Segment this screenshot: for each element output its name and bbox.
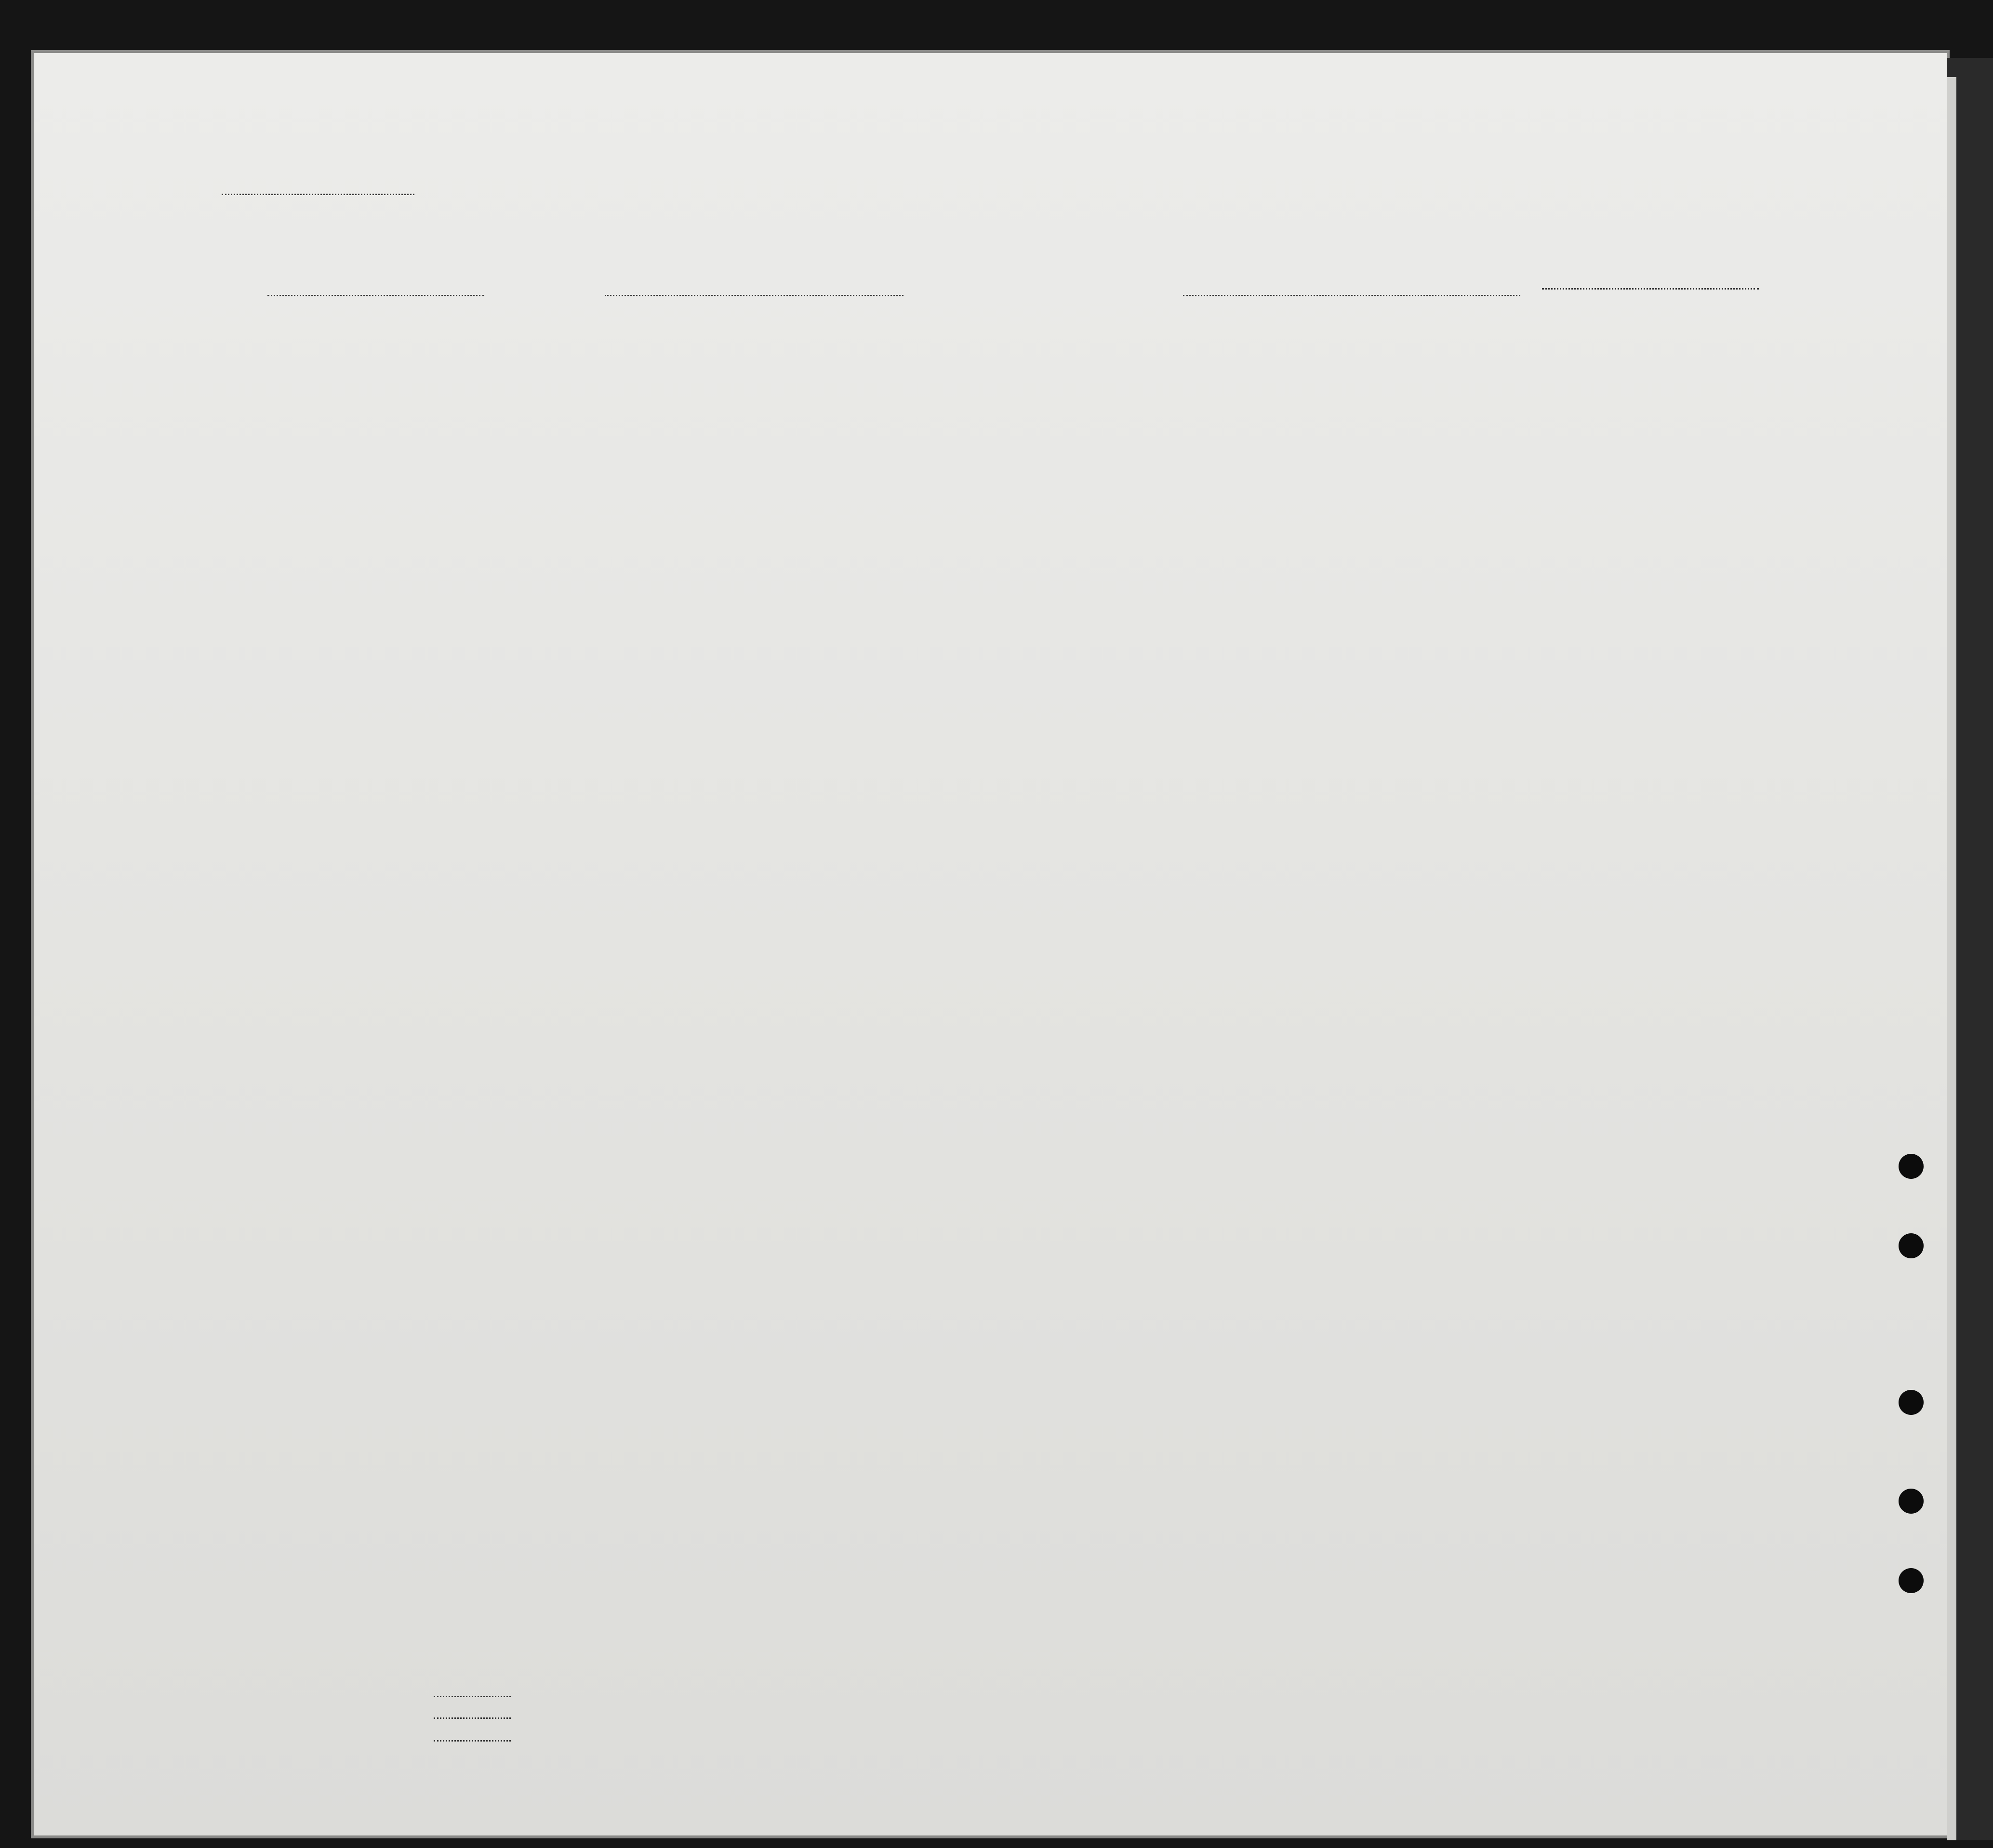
- binder-hole: [1899, 1154, 1924, 1179]
- binder-hole: [1899, 1568, 1924, 1593]
- binder-hole: [1899, 1489, 1924, 1514]
- aliens-underline: [434, 1740, 511, 1742]
- binder-hole: [1899, 1390, 1924, 1415]
- binder-hole: [1899, 1233, 1924, 1258]
- total-underline: [434, 1696, 511, 1697]
- citizens-underline: [434, 1717, 511, 1719]
